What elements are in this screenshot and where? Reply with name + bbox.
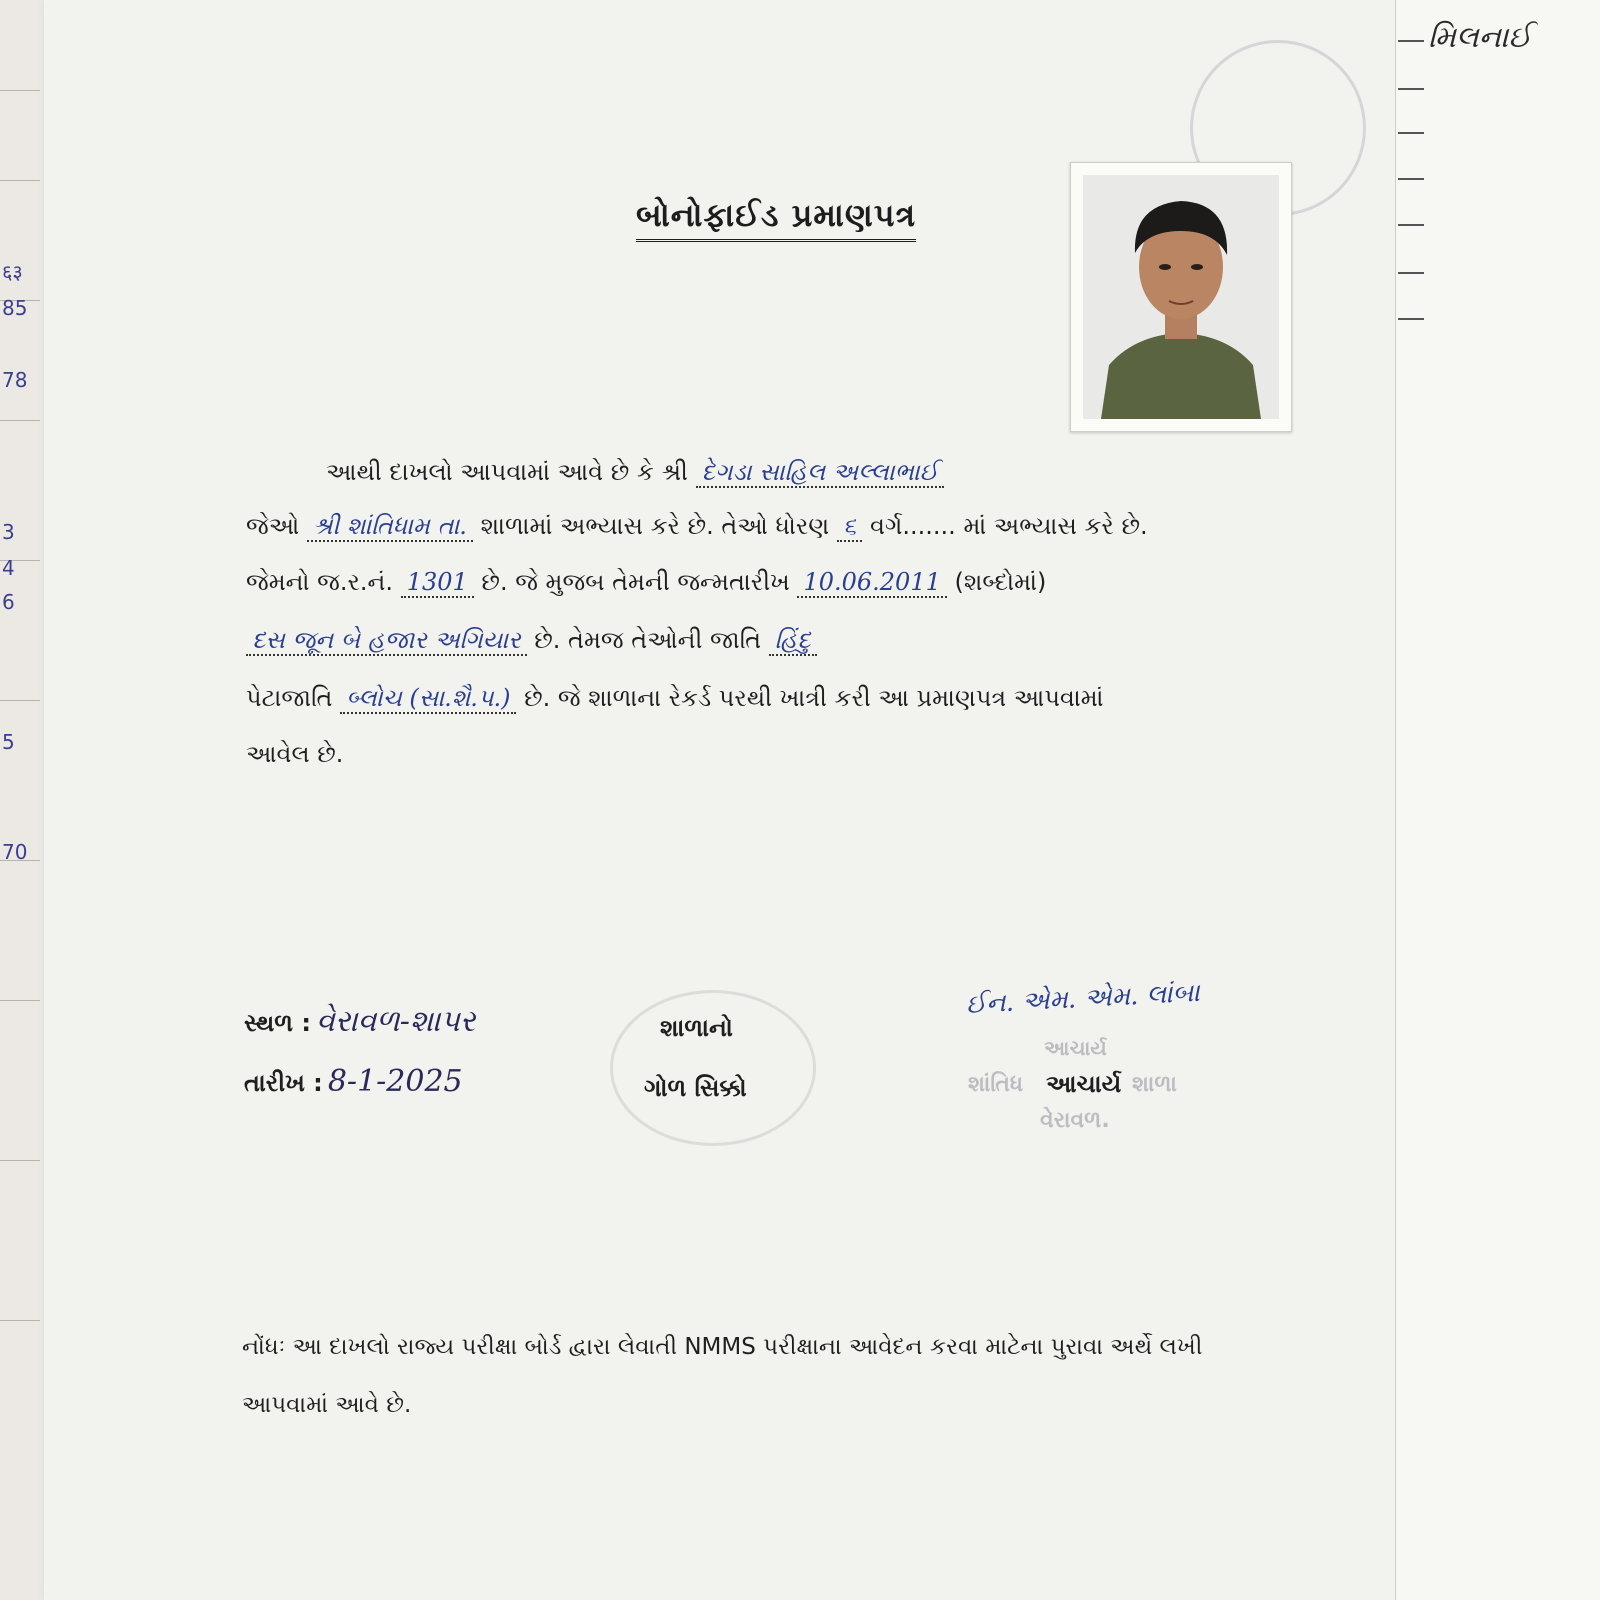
- place-value: વેરાવળ-શાપર: [316, 1004, 476, 1039]
- line2-suffix: વર્ગ....... માં અભ્યાસ કરે છે.: [869, 512, 1148, 540]
- body-line-4: [246, 626, 1310, 654]
- principal-stamp-left: શાંતિધ: [968, 1072, 1024, 1097]
- line4-mid: છે. તેમજ તેઓની જાતિ: [534, 626, 762, 654]
- date-label: તારીખ :: [244, 1069, 323, 1097]
- line2-prefix: જેઓ: [246, 512, 300, 540]
- seal-label-2: ગોળ સિક્કો: [644, 1074, 747, 1102]
- birth-date-field: 10.06.2011: [797, 568, 946, 598]
- student-portrait-icon: [1083, 175, 1279, 419]
- place-row: [244, 1004, 475, 1039]
- body-line-3: [246, 568, 1310, 596]
- place-label: સ્થળ :: [244, 1009, 311, 1037]
- date-value: 8-1-2025: [327, 1064, 463, 1099]
- student-photo-frame: [1070, 162, 1292, 432]
- body-line-2: [246, 512, 1310, 540]
- line3-prefix: જેમનો જ.ર.નં.: [246, 568, 394, 596]
- body-line-1: [246, 458, 1310, 486]
- principal-stamp-place: વેરાવળ.: [1040, 1108, 1110, 1133]
- line6: આવેલ છે.: [246, 740, 344, 768]
- seal-label-1: શાળાનો: [660, 1014, 733, 1042]
- student-name-field: દેગડા સાહિલ અલ્લાભાઈ: [696, 458, 945, 488]
- line1-prefix: આથી દાખલો આપવામાં આવે છે કે શ્રી: [326, 458, 688, 486]
- body-line-5: [246, 684, 1310, 712]
- note-line-1: નોંધઃ આ દાખલો રાજ્ય પરીક્ષા બોર્ડ દ્વારા લેવાતી NMMS પરીક્ષાના આવેદન કરવા માટેના પુરાવા અર્થે લખી: [242, 1334, 1203, 1360]
- principal-stamp-top: આચાર્ય: [1044, 1036, 1107, 1060]
- line5-prefix: પેટાજાતિ: [246, 684, 333, 712]
- note-line-2: આપવામાં આવે છે.: [242, 1392, 412, 1418]
- line3-mid: છે. જે મુજબ તેમની જન્મતારીખ: [481, 568, 790, 596]
- birth-date-words-field: દસ જૂન બે હજાર અગિયાર: [246, 626, 527, 656]
- body-line-6: [246, 740, 1310, 768]
- caste-field: હિંદુ: [769, 626, 817, 656]
- certificate-title: બોનોફાઈડ પ્રમાણપત્ર: [636, 196, 916, 242]
- right-background-paper: [1395, 0, 1600, 1600]
- standard-field: ૬: [837, 512, 862, 542]
- principal-stamp-right: શાળા: [1132, 1072, 1177, 1097]
- line3-suffix: (શબ્દોમાં): [954, 568, 1047, 596]
- subcaste-field: બ્લોચ (સા.શૈ.પ.): [340, 684, 516, 714]
- school-name-field: શ્રી શાંતિધામ તા.: [307, 512, 473, 542]
- right-sheet-handwriting: મિલનાઈ: [1428, 20, 1532, 55]
- student-photo: [1083, 175, 1279, 419]
- principal-title: આચાર્ય: [1046, 1070, 1122, 1098]
- line5-suffix: છે. જે શાળાના રેકર્ડ પરથી ખાત્રી કરી આ પ્રમાણપત્ર આપવામાં: [524, 684, 1104, 712]
- principal-signature: ઈન. એમ. એમ. લાંબા: [965, 977, 1201, 1021]
- gr-number-field: 1301: [401, 568, 474, 598]
- left-background-paper: ६३ 85 78 3 4 6 5 70: [0, 0, 45, 1600]
- line2-mid: શાળામાં અભ્યાસ કરે છે. તેઓ ધોરણ: [480, 512, 830, 540]
- date-row: [244, 1064, 463, 1099]
